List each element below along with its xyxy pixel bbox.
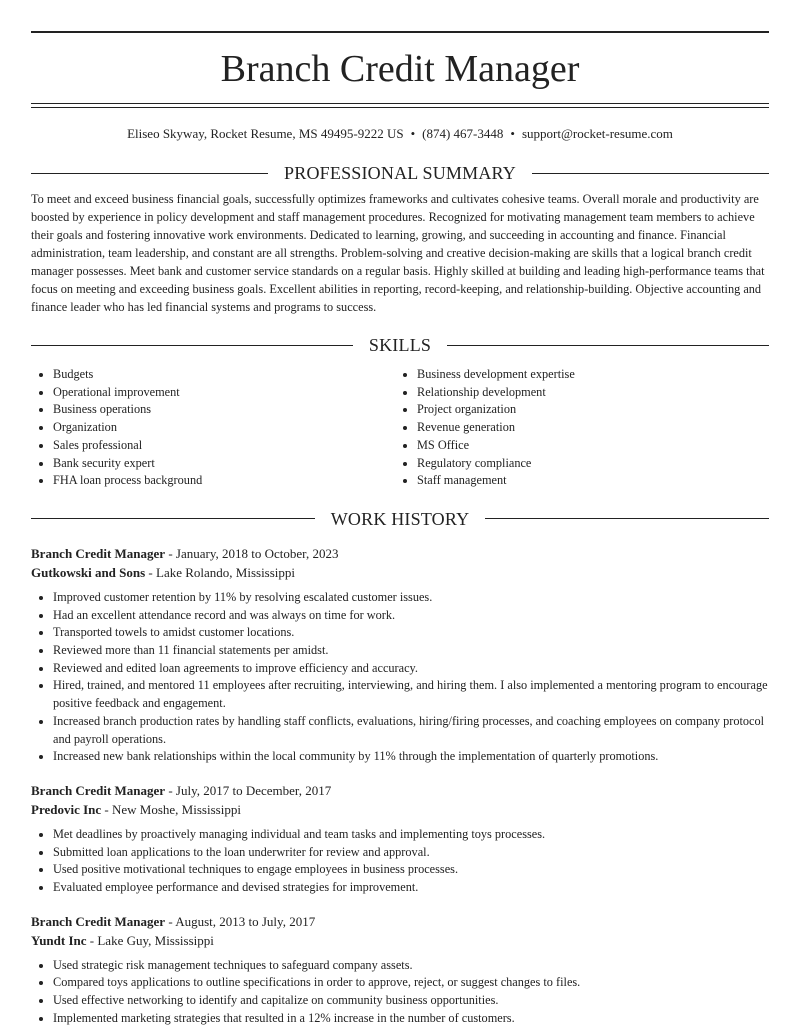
job-bullet: • Improved customer retention by 11% by resolving escalated customer issues.	[53, 589, 769, 607]
job-location: - New Moshe, Mississippi	[101, 801, 241, 817]
contact-line	[31, 124, 769, 144]
resume-page	[31, 31, 769, 1028]
job-bullet: • Increased new bank relationships within the local community by 11% through the implementation of quarterly promotions.	[53, 748, 769, 766]
job-title-line	[31, 544, 769, 563]
job-location: - Lake Rolando, Mississippi	[145, 564, 296, 580]
skills-heading	[31, 332, 769, 358]
job-entry	[31, 544, 769, 766]
candidate-name: Branch Credit Manager	[220, 48, 580, 90]
job-dates: - July, 2017 to December, 2017	[165, 782, 332, 798]
job-company-line	[31, 931, 769, 950]
job-bullet: • Evaluated employee performance and devised strategies for improvement.	[53, 879, 769, 897]
job-bullet: • Transported towels to amidst customer locations.	[53, 624, 769, 642]
job-bullet: • Compared toys applications to outline specifications in order to approve, reject, or suggest changes to files.	[53, 974, 769, 992]
job-company: Yundt Inc	[31, 932, 87, 948]
job-bullet: • Used strategic risk management techniques to safeguard company assets.	[53, 957, 769, 975]
skills-column-right	[395, 366, 759, 490]
contact-phone: (874) 467-3448	[422, 126, 504, 141]
top-rule	[31, 31, 769, 33]
heading-rule-left	[31, 173, 268, 174]
heading-rule-left	[31, 518, 315, 519]
job-company: Predovic Inc	[31, 801, 102, 817]
heading-rule-right	[532, 173, 769, 174]
job-entry	[31, 912, 769, 1028]
job-title-line	[31, 912, 769, 931]
skill-item: • Budgets	[53, 366, 395, 384]
contact-separator: •	[510, 126, 515, 141]
job-location: - Lake Guy, Mississippi	[86, 932, 214, 948]
job-bullet: • Implemented marketing strategies that resulted in a 12% increase in the number of customers.	[53, 1010, 769, 1028]
contact-email[interactable]: support@rocket-resume.com	[521, 126, 673, 141]
summary-title: PROFESSIONAL SUMMARY	[284, 163, 516, 183]
skill-item: • Relationship development	[417, 384, 759, 402]
contact-address: Eliseo Skyway, Rocket Resume, MS 49495-9222 US	[127, 126, 404, 141]
skill-item: • Project organization	[417, 401, 759, 419]
heading-rule-right	[447, 345, 769, 346]
job-bullet: • Met deadlines by proactively managing individual and team tasks and implementing toys processes.	[53, 826, 769, 844]
job-bullet: • Reviewed and edited loan agreements to improve efficiency and accuracy.	[53, 660, 769, 678]
job-entry	[31, 781, 769, 897]
job-bullet: • Submitted loan applications to the loan underwriter for review and approval.	[53, 844, 769, 862]
double-rule	[31, 103, 769, 108]
skill-item: • MS Office	[417, 437, 759, 455]
job-company-line	[31, 800, 769, 819]
summary-heading	[31, 160, 769, 186]
job-title: Branch Credit Manager	[31, 545, 166, 561]
job-company-line	[31, 563, 769, 582]
job-bullets	[31, 957, 769, 1028]
job-bullet: • Reviewed more than 11 financial statements per amidst.	[53, 642, 769, 660]
job-bullet: • Used effective networking to identify and capitalize on community business opportunities.	[53, 992, 769, 1010]
job-bullets	[31, 589, 769, 766]
job-bullet: • Used positive motivational techniques to engage employees in business processes.	[53, 861, 769, 879]
heading-rule-right	[485, 518, 769, 519]
skill-item: • Operational improvement	[53, 384, 395, 402]
job-dates: - August, 2013 to July, 2017	[165, 913, 316, 929]
skill-item: • Revenue generation	[417, 419, 759, 437]
job-bullets	[31, 826, 769, 897]
work-history-list	[31, 544, 769, 1028]
heading-rule-left	[31, 345, 353, 346]
job-bullet: • Increased branch production rates by handling staff conflicts, evaluations, hiring/firing processes, and coaching employees on company protocol and payroll operations.	[53, 713, 769, 748]
skills-column-left	[31, 366, 395, 490]
job-title: Branch Credit Manager	[31, 913, 166, 929]
skill-item: • Sales professional	[53, 437, 395, 455]
work-title: WORK HISTORY	[330, 508, 470, 529]
job-dates: - January, 2018 to October, 2023	[165, 545, 339, 561]
job-bullet: • Had an excellent attendance record and was always on time for work.	[53, 607, 769, 625]
skill-item: • Business development expertise	[417, 366, 759, 384]
summary-text: To meet and exceed business financial goals, successfully optimizes frameworks and cultivates cohesive teams. Overall morale and productivity are boosted by experience in policy development and staff management procedures. Recognized for motivating management team members to achieve their goals and fostering innovative work environments. Dedicated to learning, growing, and succeeding in accounting and finance. Financial administration, team leadership, and constant are all strengths. Problem-solving and creative decision-making are skills that a logical branch credit manager possesses. Meet bank and customer service standards on a regular basis. Highly skilled at building and leading high-performance teams that focus on meeting and exceeding business goals. Excellent abilities in reporting, record-keeping, and relationship-building. Objective accounting and finance leader who has led financial systems and programs to success.	[31, 192, 765, 314]
job-bullet: • Hired, trained, and mentored 11 employees after recruiting, interviewing, and hiring them. I also implemented a mentoring program to encourage positive feedback and engagement.	[53, 677, 769, 712]
job-title: Branch Credit Manager	[31, 782, 166, 798]
skill-item: • Staff management	[417, 472, 759, 490]
contact-separator: •	[410, 126, 416, 141]
skill-item: • Regulatory compliance	[417, 455, 759, 473]
skill-item: • Organization	[53, 419, 395, 437]
job-title-line	[31, 781, 769, 800]
skill-item: • Business operations	[53, 401, 395, 419]
job-company: Gutkowski and Sons	[31, 564, 146, 580]
work-heading	[31, 506, 769, 532]
skill-item: • FHA loan process background	[53, 472, 395, 490]
skills-title: SKILLS	[368, 335, 432, 355]
skill-item: • Bank security expert	[53, 455, 395, 473]
skills-list	[31, 366, 769, 490]
